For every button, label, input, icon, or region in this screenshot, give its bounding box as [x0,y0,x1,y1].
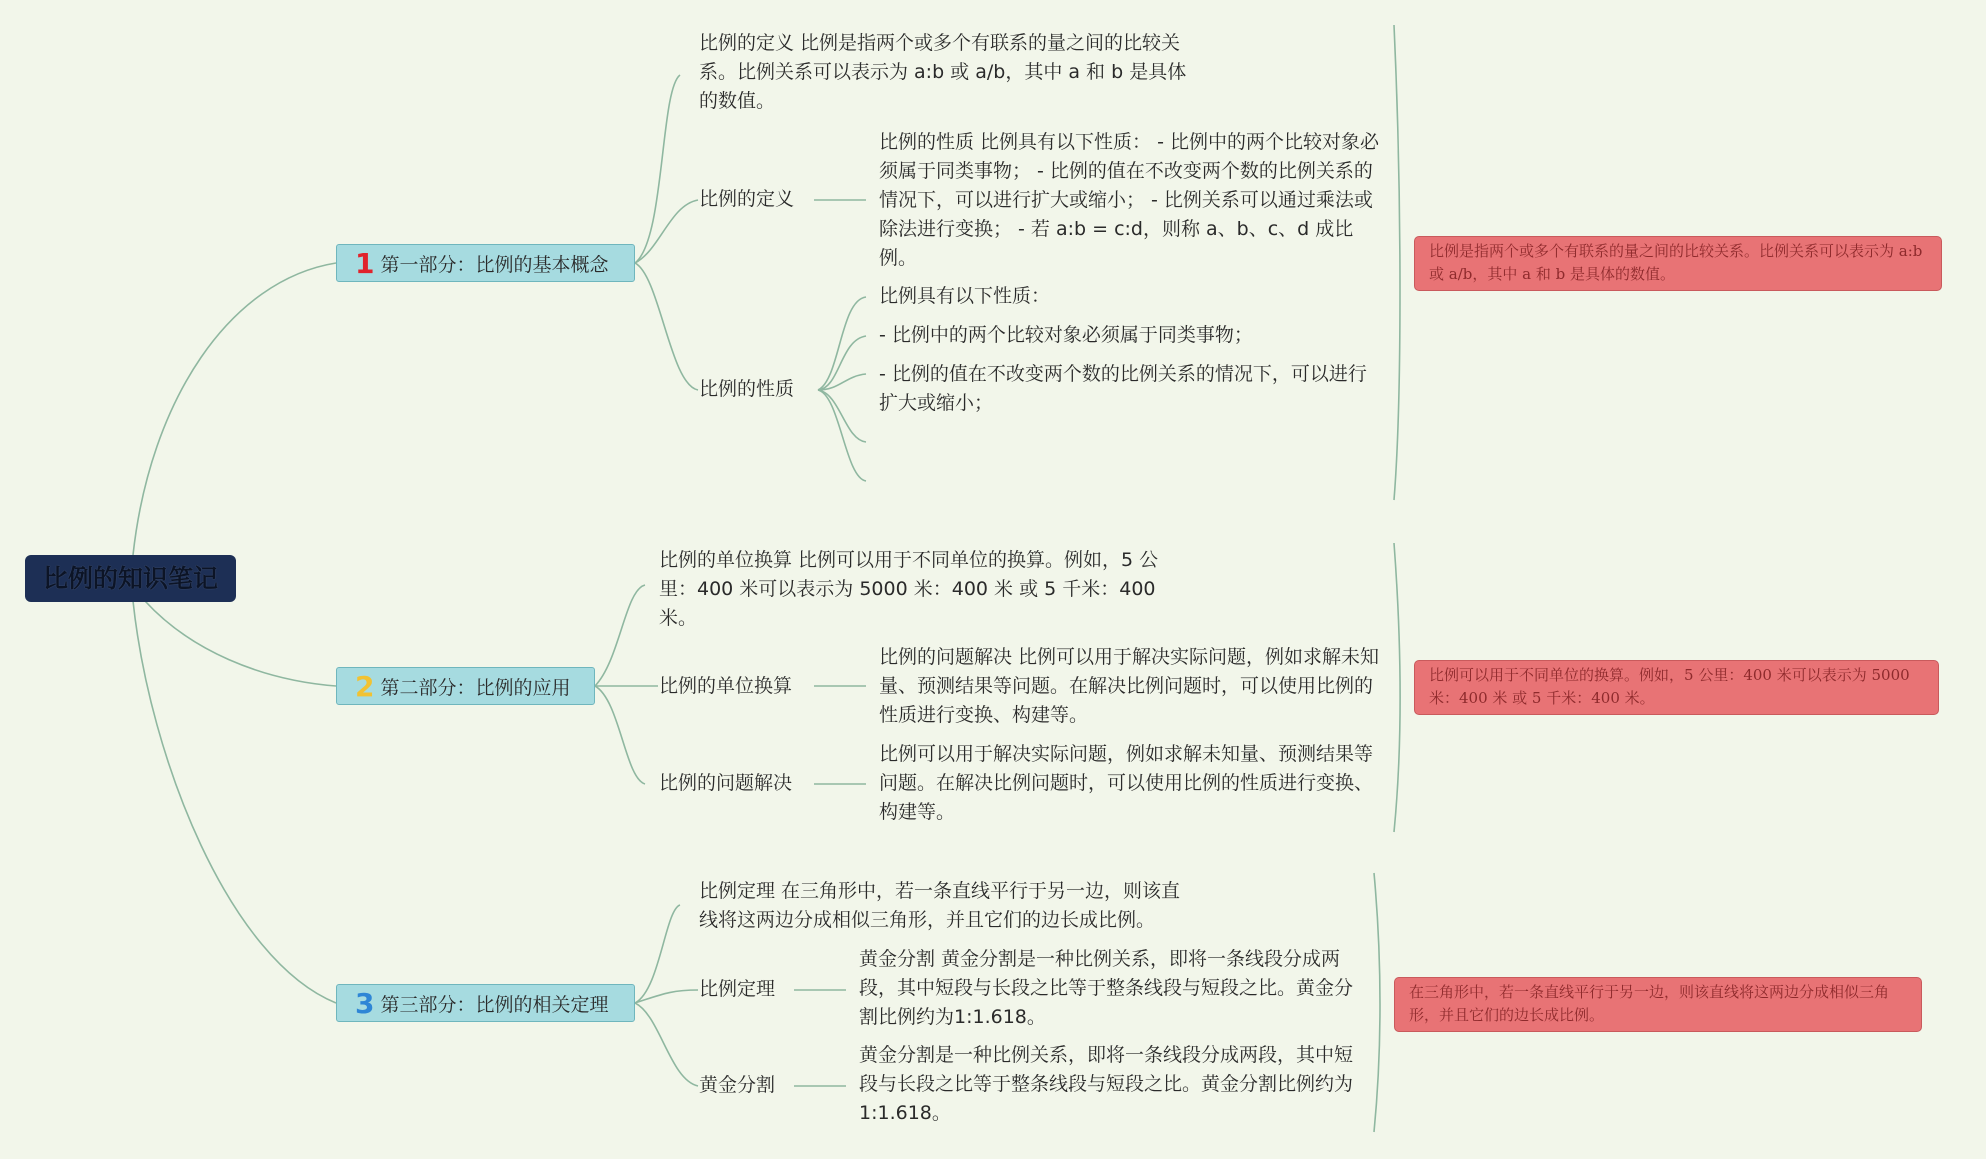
connector [818,336,866,390]
section-node-3[interactable] [336,984,635,1022]
section-number: 2 [355,670,375,703]
section-label: 第三部分：比例的相关定理 [380,994,609,1016]
connector [1374,873,1380,1132]
note-box[interactable]: 比例可以用于不同单位的换算。例如，5 公里：400 米可以表示为 5000 米：400 米 或 5 千米：400 米。 [1414,660,1939,715]
connector [1394,543,1400,832]
topic-detail: 黄金分割是一种比例关系，即将一条线段分成两段，其中短段与长段之比等于整条线段与短段之比。黄金分割比例约为1:1.618。 [859,1044,1354,1124]
topic-item: - 比例的值在不改变两个数的比例关系的情况下，可以进行扩大或缩小； [879,363,1367,414]
note-box[interactable]: 比例是指两个或多个有联系的量之间的比较关系。比例关系可以表示为 a:b 或 a/b，其中 a 和 b 是具体的数值。 [1414,236,1942,291]
connector [818,390,866,481]
section-label: 第二部分：比例的应用 [380,677,571,699]
topic-detail: 比例的问题解决 比例可以用于解决实际问题，例如求解未知量、预测结果等问题。在解决比例问题时，可以使用比例的性质进行变换、构建等。 [879,646,1380,726]
topic-item: 比例具有以下性质： [879,285,1051,307]
connector [635,263,698,390]
topic-detail: 黄金分割 黄金分割是一种比例关系，即将一条线段分成两段，其中短段与长段之比等于整条线段与短段之比。黄金分割比例约为1:1.618。 [859,948,1354,1028]
topic-label[interactable]: 比例定理 [699,978,776,1000]
section-intro: 比例的单位换算 比例可以用于不同单位的换算。例如，5 公里：400 米可以表示为 5000 米：400 米 或 5 千米：400 米。 [659,549,1159,629]
connector [635,1003,698,1086]
section-number: 1 [355,247,375,280]
topic-label[interactable]: 黄金分割 [699,1074,776,1096]
section-number: 3 [355,987,375,1020]
connector [133,263,336,555]
topic-item: - 比例中的两个比较对象必须属于同类事物； [879,324,1253,346]
topic-label[interactable]: 比例的单位换算 [659,675,793,697]
section-label: 第一部分：比例的基本概念 [380,254,609,276]
topic-detail: 比例可以用于解决实际问题，例如求解未知量、预测结果等问题。在解决比例问题时，可以使用比例的性质进行变换、构建等。 [879,743,1374,823]
section-intro: 比例定理 在三角形中，若一条直线平行于另一边，则该直线将这两边分成相似三角形，并且它们的边长成比例。 [699,880,1181,931]
connector [1394,25,1400,500]
connector [595,686,645,784]
root-node[interactable]: 比例的知识笔记 [25,555,236,602]
section-intro: 比例的定义 比例是指两个或多个有联系的量之间的比较关系。比例关系可以表示为 a:b 或 a/b，其中 a 和 b 是具体的数值。 [699,32,1187,112]
topic-detail: 比例的性质 比例具有以下性质： - 比例中的两个比较对象必须属于同类事物； - 比例的值在不改变两个数的比例关系的情况下，可以进行扩大或缩小； - 比例关系可以通过乘法或除法进行变换； - 若 a:b = c:d，则称 a、b、c、d 成比例。 [879,131,1379,269]
section-node-1[interactable] [336,244,635,282]
note-box[interactable]: 在三角形中，若一条直线平行于另一边，则该直线将这两边分成相似三角形，并且它们的边长成比例。 [1394,977,1922,1032]
topic-label[interactable]: 比例的问题解决 [659,772,793,794]
topic-label[interactable]: 比例的性质 [699,378,795,400]
connector [635,200,698,263]
connector [635,905,680,1003]
topic-label[interactable]: 比例的定义 [699,188,795,210]
section-node-2[interactable] [336,667,595,705]
connector [635,990,698,1003]
connector [595,585,645,686]
connector [145,601,336,686]
connector [635,75,680,263]
